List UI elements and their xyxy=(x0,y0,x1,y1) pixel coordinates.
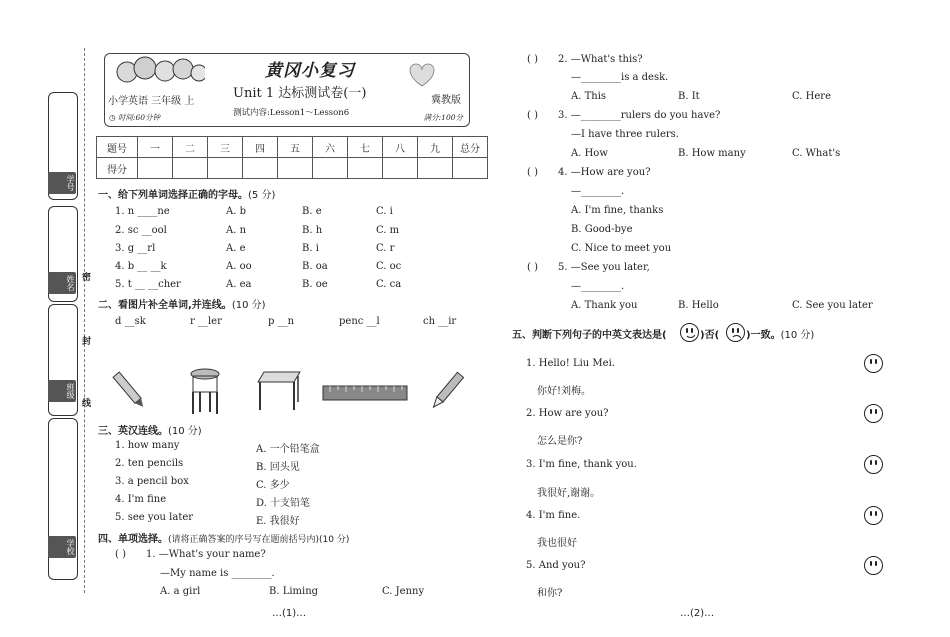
section5-points: (10 分) xyxy=(780,330,815,341)
kids-illustration-icon xyxy=(113,56,205,86)
answer-paren[interactable]: ( ) xyxy=(115,549,126,560)
score-header-cell: 二 xyxy=(173,137,208,158)
section1-title xyxy=(98,186,275,201)
word-blank-pen[interactable]: p __n xyxy=(268,316,295,327)
brand-title: 黄冈小复习 xyxy=(265,61,355,81)
time-text: 时间:60分钟 xyxy=(117,113,161,122)
score-cell[interactable] xyxy=(313,158,348,179)
judge-english: 1. Hello! Liu Mei. xyxy=(526,358,615,369)
option-a[interactable]: A. n xyxy=(226,225,247,236)
score-cell[interactable] xyxy=(173,158,208,179)
ruler-icon[interactable] xyxy=(322,384,408,402)
score-table-header-row xyxy=(97,137,488,158)
pen-icon[interactable] xyxy=(112,368,146,412)
section5-title-c-text: )一致。 xyxy=(746,330,781,341)
test-content: 测试内容:Lesson1～Lesson6 xyxy=(233,108,350,118)
score-cell[interactable] xyxy=(278,158,313,179)
judge-chinese: 怎么是你? xyxy=(537,436,583,447)
question-reply: —________. xyxy=(571,186,625,197)
option-c[interactable]: C. ca xyxy=(376,279,402,290)
answer-paren[interactable]: ( ) xyxy=(527,262,538,273)
section1-q3: 3. g __rl xyxy=(115,243,156,254)
question-stem: 2. —What's this? xyxy=(558,54,643,65)
time-limit xyxy=(109,112,160,123)
score-cell[interactable] xyxy=(418,158,453,179)
option-b[interactable]: B. How many xyxy=(678,148,746,159)
score-header-cell: 三 xyxy=(208,137,243,158)
student-number-label: 学号 xyxy=(48,172,76,194)
match-right-item[interactable]: A. 一个铅笔盒 xyxy=(256,444,320,455)
score-header-cell: 一 xyxy=(138,137,173,158)
option-b[interactable]: B. i xyxy=(302,243,319,254)
option-a[interactable]: A. Thank you xyxy=(571,300,638,311)
full-score: 满分:100分 xyxy=(423,113,463,122)
page-number-2-text: 2 xyxy=(693,608,701,619)
score-header-cell: 总分 xyxy=(453,137,488,158)
option-c[interactable]: C. Nice to meet you xyxy=(571,243,672,254)
name-label: 姓名 xyxy=(48,272,76,294)
question-stem: 1. —What's your name? xyxy=(146,549,266,560)
option-a[interactable]: A. e xyxy=(226,243,246,254)
option-b[interactable]: B. e xyxy=(302,206,322,217)
section3-title-text: 三、英汉连线。 xyxy=(98,426,168,437)
question-reply: —My name is ________. xyxy=(160,568,275,579)
subject-grade: 小学英语 三年级 上 xyxy=(108,96,195,107)
word-blank-chair[interactable]: ch __ir xyxy=(423,316,457,327)
option-c[interactable]: C. i xyxy=(376,206,393,217)
answer-face-icon[interactable] xyxy=(864,455,883,474)
question-stem: 3. —________rulers do you have? xyxy=(558,110,721,121)
section3-title xyxy=(98,422,202,437)
option-b[interactable]: B. Liming xyxy=(269,586,319,597)
seal-text-feng: 封 xyxy=(82,337,92,347)
judge-english: 5. And you? xyxy=(526,560,586,571)
match-left-item[interactable]: 3. a pencil box xyxy=(115,476,189,487)
section2-title xyxy=(98,296,266,311)
section1-q5: 5. t __ __cher xyxy=(115,279,181,290)
option-b[interactable]: B. h xyxy=(302,225,323,236)
desk-icon[interactable] xyxy=(256,368,302,412)
score-header-cell: 八 xyxy=(383,137,418,158)
score-header-cell: 七 xyxy=(348,137,383,158)
match-left-item[interactable]: 5. see you later xyxy=(115,512,194,523)
question-reply: —I have three rulers. xyxy=(571,129,679,140)
section5-title xyxy=(512,326,667,341)
answer-paren[interactable]: ( ) xyxy=(527,167,538,178)
section1-q4: 4. b __ __k xyxy=(115,261,167,272)
judge-chinese: 我很好,谢谢。 xyxy=(537,488,601,499)
option-a[interactable]: A. This xyxy=(571,91,607,102)
score-table-score-row xyxy=(97,158,488,179)
section5-title-a: 五、判断下列句子的中英文表达是( xyxy=(512,330,667,341)
judge-english: 4. I'm fine. xyxy=(526,510,581,521)
option-c[interactable]: C. Here xyxy=(792,91,831,102)
match-right-item[interactable]: B. 回头见 xyxy=(256,462,300,473)
word-blank-pencil[interactable]: penc __l xyxy=(339,316,380,327)
page-number-2: …(2)… xyxy=(680,608,715,619)
score-header-cell: 四 xyxy=(243,137,278,158)
question-stem: 4. —How are you? xyxy=(558,167,651,178)
section2-points: (10 分) xyxy=(231,300,266,311)
option-b[interactable]: B. Good-bye xyxy=(571,224,633,235)
score-header-cell: 九 xyxy=(418,137,453,158)
judge-english: 3. I'm fine, thank you. xyxy=(526,459,637,470)
score-header-cell: 题号 xyxy=(97,137,138,158)
option-a[interactable]: A. oo xyxy=(226,261,252,272)
header-box xyxy=(104,53,470,127)
match-left-item[interactable]: 4. I'm fine xyxy=(115,494,167,505)
judge-chinese: 我也很好 xyxy=(537,538,577,549)
score-cell[interactable] xyxy=(453,158,488,179)
score-table xyxy=(96,136,488,179)
judge-chinese: 你好!刘梅。 xyxy=(537,386,592,397)
question-stem: 5. —See you later, xyxy=(558,262,650,273)
binding-strip xyxy=(46,88,80,588)
class-label: 班级 xyxy=(48,380,76,402)
match-right-item[interactable]: C. 多少 xyxy=(256,480,290,491)
option-c[interactable]: C. r xyxy=(376,243,395,254)
option-a[interactable]: A. ea xyxy=(226,279,252,290)
option-a[interactable]: A. I'm fine, thanks xyxy=(571,205,664,216)
answer-face-icon[interactable] xyxy=(864,556,883,575)
option-b[interactable]: B. oe xyxy=(302,279,328,290)
section1-q1: 1. n ____ne xyxy=(115,206,170,217)
section5-title-b: )否( xyxy=(700,330,720,341)
section1-points: (5 分) xyxy=(248,190,276,201)
page-number-1-text: 1 xyxy=(285,608,293,619)
score-row-label: 得分 xyxy=(97,158,138,179)
question-reply: —________is a desk. xyxy=(571,72,669,83)
section4-title-text: 四、单项选择。 xyxy=(98,534,168,545)
section4-note: (请将正确答案的序号写在题前括号内)(10 分) xyxy=(168,535,350,545)
score-header-cell: 五 xyxy=(278,137,313,158)
hearts-icon xyxy=(400,60,444,88)
match-right-item[interactable]: E. 我很好 xyxy=(256,516,300,527)
judge-chinese: 和你? xyxy=(537,588,563,599)
section4-title xyxy=(98,530,349,545)
binding-dashed-line xyxy=(84,48,85,593)
word-blank-ruler[interactable]: r __ler xyxy=(190,316,222,327)
seal-text-xian: 线 xyxy=(82,399,92,409)
section1-title-text: 一、给下列单词选择正确的字母。 xyxy=(98,190,248,201)
option-c[interactable]: C. What's xyxy=(792,148,841,159)
judge-english: 2. How are you? xyxy=(526,408,609,419)
option-b[interactable]: B. oa xyxy=(302,261,328,272)
score-cell[interactable] xyxy=(243,158,278,179)
option-c[interactable]: C. Jenny xyxy=(382,586,425,597)
answer-face-icon[interactable] xyxy=(864,404,883,423)
score-cell[interactable] xyxy=(383,158,418,179)
match-left-item[interactable]: 1. how many xyxy=(115,440,180,451)
answer-face-icon[interactable] xyxy=(864,354,883,373)
seal-text-mi: 密 xyxy=(82,273,92,283)
smiley-face-icon xyxy=(680,323,699,342)
section5-title-c xyxy=(746,326,814,341)
score-header-cell: 六 xyxy=(313,137,348,158)
question-reply: —________. xyxy=(571,281,625,292)
chair-icon[interactable] xyxy=(188,366,222,416)
option-c[interactable]: C. See you later xyxy=(792,300,873,311)
edition-label: 冀教版 xyxy=(431,95,461,106)
answer-paren[interactable]: ( ) xyxy=(527,54,538,65)
option-a[interactable]: A. b xyxy=(226,206,246,217)
score-cell[interactable] xyxy=(348,158,383,179)
option-a[interactable]: A. a girl xyxy=(160,586,201,597)
section3-points: (10 分) xyxy=(168,426,202,437)
section2-title-text: 二、看图片补全单词,并连线。 xyxy=(98,300,232,311)
option-b[interactable]: B. It xyxy=(678,91,700,102)
option-c[interactable]: C. m xyxy=(376,225,400,236)
score-cell[interactable] xyxy=(208,158,243,179)
sad-face-icon xyxy=(726,323,745,342)
option-a[interactable]: A. How xyxy=(571,148,608,159)
page-number-1: …(1)… xyxy=(272,608,307,619)
unit-title: Unit 1 达标测试卷(一) xyxy=(233,86,367,101)
match-left-item[interactable]: 2. ten pencils xyxy=(115,458,184,469)
answer-face-icon[interactable] xyxy=(864,506,883,525)
option-b[interactable]: B. Hello xyxy=(678,300,719,311)
option-c[interactable]: C. oc xyxy=(376,261,402,272)
score-cell[interactable] xyxy=(138,158,173,179)
answer-paren[interactable]: ( ) xyxy=(527,110,538,121)
clock-icon: ◷ xyxy=(109,113,118,122)
section1-q2: 2. sc __ool xyxy=(115,225,167,236)
word-blank-desk[interactable]: d __sk xyxy=(115,316,146,327)
school-label: 学校 xyxy=(48,536,76,558)
match-right-item[interactable]: D. 十支铅笔 xyxy=(256,498,311,509)
pencil-icon[interactable] xyxy=(430,370,464,412)
